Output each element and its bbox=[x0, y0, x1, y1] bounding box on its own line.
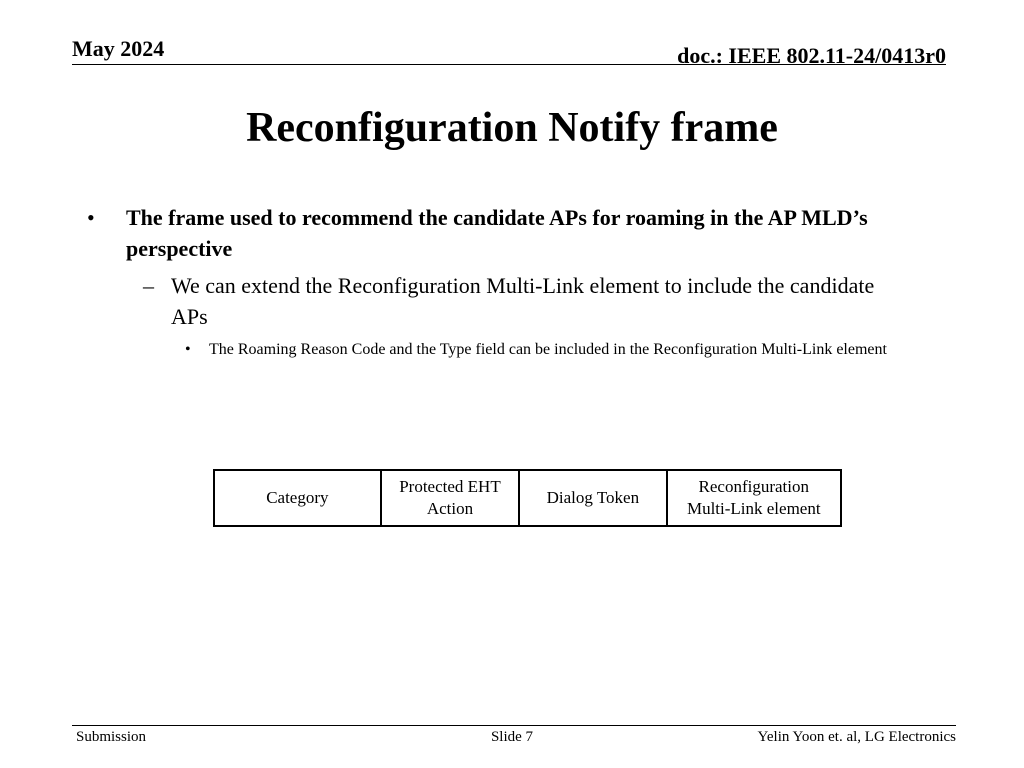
cell-text: Dialog Token bbox=[546, 488, 640, 507]
table-cell-reconfiguration-ml-element bbox=[667, 470, 841, 526]
footer-divider bbox=[72, 725, 956, 726]
bullet-level1: The frame used to recommend the candidate APs for roaming in the AP MLD’s perspective bbox=[126, 205, 868, 261]
footer-slide-number: Slide 7 bbox=[490, 729, 534, 745]
cell-text: Reconfiguration bbox=[698, 477, 809, 496]
footer-submission: Submission bbox=[76, 729, 147, 745]
bullet-marker-level1: • bbox=[87, 205, 95, 230]
cell-text: Action bbox=[426, 499, 474, 518]
table-row bbox=[214, 470, 841, 526]
table-cell-protected-eht-action bbox=[381, 470, 519, 526]
bullet-level3: The Roaming Reason Code and the Type field can be included in the Reconfiguration Multi-Link element bbox=[209, 341, 887, 358]
bullet-level2: We can extend the Reconfiguration Multi-Link element to include the candidate APs bbox=[171, 273, 875, 329]
footer-author: Yelin Yoon et. al, LG Electronics bbox=[757, 729, 956, 745]
cell-text: Multi-Link element bbox=[686, 499, 821, 518]
table-cell-dialog-token bbox=[519, 470, 666, 526]
frame-format-table bbox=[213, 469, 842, 527]
table-cell-category bbox=[214, 470, 381, 526]
cell-text: Category bbox=[266, 488, 329, 507]
cell-text: Protected EHT bbox=[399, 477, 501, 496]
slide-title: Reconfiguration Notify frame bbox=[246, 105, 778, 151]
bullet-marker-level3: • bbox=[185, 341, 191, 358]
header-doc-id: doc.: IEEE 802.11-24/0413r0 bbox=[677, 43, 946, 68]
bullet-marker-level2: – bbox=[143, 273, 154, 298]
header-date: May 2024 bbox=[72, 36, 165, 61]
